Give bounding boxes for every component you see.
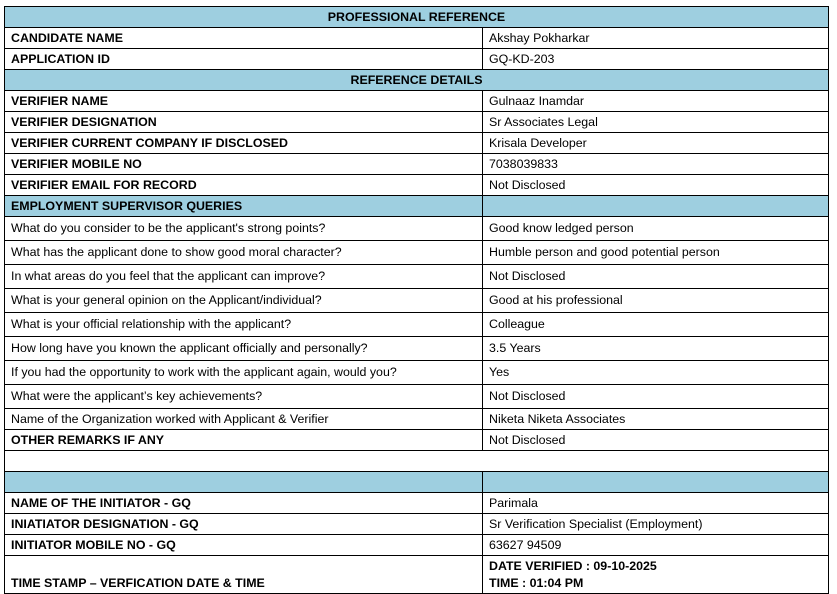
- date-verified: DATE VERIFIED : 09-10-2025: [489, 558, 657, 573]
- queries-header: EMPLOYMENT SUPERVISOR QUERIES: [5, 196, 483, 217]
- query-row: [5, 265, 829, 289]
- verifier-value: 7038039833: [483, 154, 829, 175]
- query-answer: Colleague: [483, 313, 829, 337]
- application-id-value: GQ-KD-203: [483, 49, 829, 70]
- verifier-label: VERIFIER DESIGNATION: [5, 112, 483, 133]
- verifier-row: [5, 154, 829, 175]
- query-question: What is your general opinion on the Applicant/individual?: [5, 289, 483, 313]
- query-answer: Yes: [483, 361, 829, 385]
- query-row: [5, 241, 829, 265]
- query-question: What is your official relationship with the applicant?: [5, 313, 483, 337]
- initiator-divider-row: [5, 472, 829, 493]
- initiator-value: Sr Verification Specialist (Employment): [483, 514, 829, 535]
- timestamp-value: [483, 556, 829, 594]
- initiator-row: [5, 514, 829, 535]
- verifier-label: VERIFIER MOBILE NO: [5, 154, 483, 175]
- query-row: [5, 361, 829, 385]
- query-answer: Not Disclosed: [483, 265, 829, 289]
- query-question: What do you consider to be the applicant's strong points?: [5, 217, 483, 241]
- verifier-row: [5, 91, 829, 112]
- query-answer: Niketa Niketa Associates: [483, 409, 829, 430]
- application-id-label: APPLICATION ID: [5, 49, 483, 70]
- verifier-row: [5, 175, 829, 196]
- query-question: What were the applicant’s key achievements?: [5, 385, 483, 409]
- query-row: [5, 313, 829, 337]
- application-id-row: [5, 49, 829, 70]
- initiator-row: [5, 493, 829, 514]
- reference-details-header: REFERENCE DETAILS: [5, 70, 829, 91]
- candidate-name-value: Akshay Pokharkar: [483, 28, 829, 49]
- query-question: If you had the opportunity to work with the applicant again, would you?: [5, 361, 483, 385]
- candidate-name-label: CANDIDATE NAME: [5, 28, 483, 49]
- query-question: Name of the Organization worked with Applicant & Verifier: [5, 409, 483, 430]
- time-verified: TIME : 01:04 PM: [489, 575, 584, 590]
- verifier-label: VERIFIER CURRENT COMPANY IF DISCLOSED: [5, 133, 483, 154]
- query-answer: Good at his professional: [483, 289, 829, 313]
- query-question: How long have you known the applicant officially and personally?: [5, 337, 483, 361]
- query-row: [5, 409, 829, 430]
- remarks-label: OTHER REMARKS IF ANY: [5, 430, 483, 451]
- verifier-label: VERIFIER EMAIL FOR RECORD: [5, 175, 483, 196]
- timestamp-label: TIME STAMP – VERFICATION DATE & TIME: [5, 556, 483, 594]
- title-row: [5, 7, 829, 28]
- verifier-value: Krisala Developer: [483, 133, 829, 154]
- initiator-label: NAME OF THE INITIATOR - GQ: [5, 493, 483, 514]
- queries-header-row: [5, 196, 829, 217]
- query-answer: Good know ledged person: [483, 217, 829, 241]
- query-answer: Humble person and good potential person: [483, 241, 829, 265]
- timestamp-row: [5, 556, 829, 594]
- initiator-value: Parimala: [483, 493, 829, 514]
- professional-reference-table: [4, 6, 829, 594]
- initiator-row: [5, 535, 829, 556]
- page-title: PROFESSIONAL REFERENCE: [5, 7, 829, 28]
- queries-header-blank: [483, 196, 829, 217]
- query-row: [5, 337, 829, 361]
- spacer-row: [5, 451, 829, 472]
- query-answer: 3.5 Years: [483, 337, 829, 361]
- remarks-row: [5, 430, 829, 451]
- spacer-cell: [5, 451, 829, 472]
- initiator-label: INIATIATOR DESIGNATION - GQ: [5, 514, 483, 535]
- verifier-label: VERIFIER NAME: [5, 91, 483, 112]
- initiator-value: 63627 94509: [483, 535, 829, 556]
- verifier-row: [5, 133, 829, 154]
- verifier-value: Gulnaaz Inamdar: [483, 91, 829, 112]
- query-question: What has the applicant done to show good moral character?: [5, 241, 483, 265]
- divider-cell: [483, 472, 829, 493]
- verifier-value: Not Disclosed: [483, 175, 829, 196]
- reference-details-row: [5, 70, 829, 91]
- query-question: In what areas do you feel that the applicant can improve?: [5, 265, 483, 289]
- query-row: [5, 385, 829, 409]
- verifier-value: Sr Associates Legal: [483, 112, 829, 133]
- initiator-label: INITIATOR MOBILE NO - GQ: [5, 535, 483, 556]
- verifier-row: [5, 112, 829, 133]
- query-row: [5, 217, 829, 241]
- query-answer: Not Disclosed: [483, 385, 829, 409]
- candidate-name-row: [5, 28, 829, 49]
- divider-cell: [5, 472, 483, 493]
- query-row: [5, 289, 829, 313]
- remarks-value: Not Disclosed: [483, 430, 829, 451]
